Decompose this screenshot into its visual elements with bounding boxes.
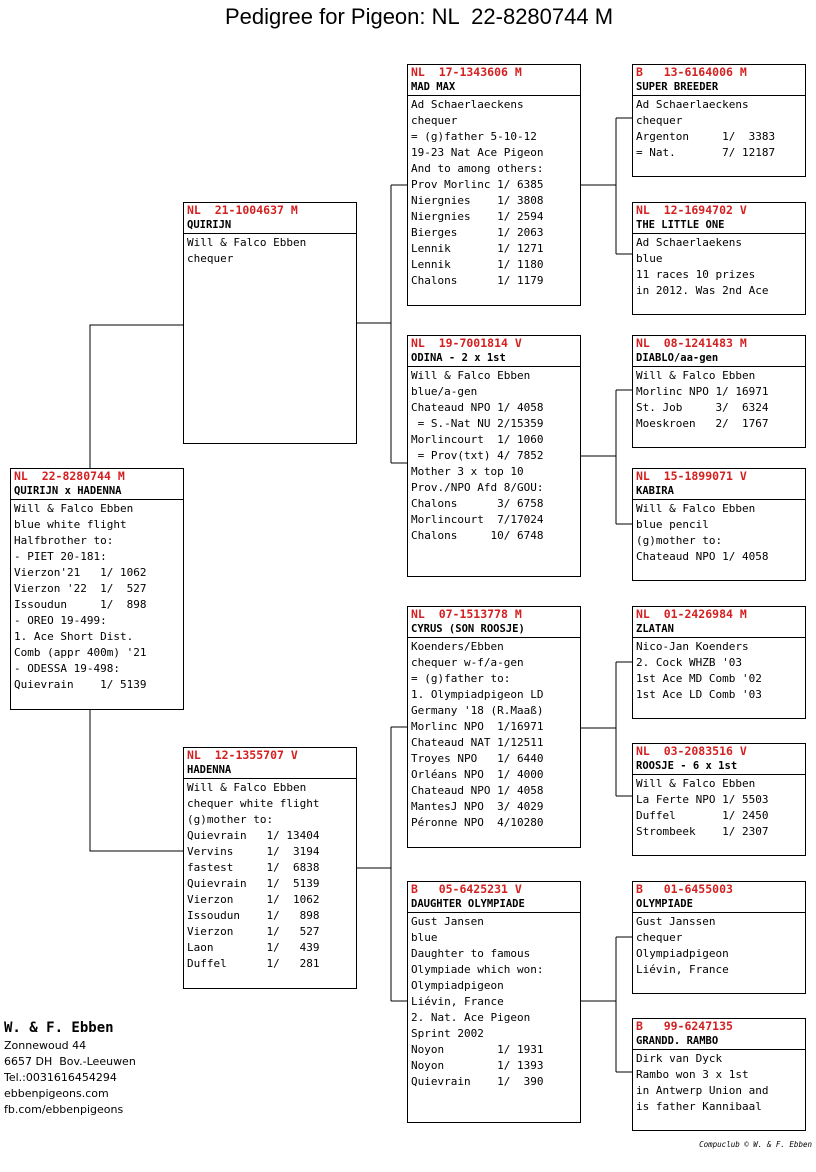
detail-line: Lennik 1/ 1180 bbox=[411, 258, 544, 271]
detail-line: chequer bbox=[636, 931, 683, 944]
pigeon-details bbox=[408, 96, 580, 289]
detail-line: Gust Jansen bbox=[411, 915, 484, 928]
connector-subject-dam bbox=[90, 709, 184, 851]
pigeon-name: MAD MAX bbox=[408, 80, 580, 96]
detail-line: Morlincourt 1/ 1060 bbox=[411, 433, 544, 446]
detail-line: chequer bbox=[187, 252, 234, 265]
detail-line: blue white flight bbox=[14, 518, 127, 531]
ring-number: B 05-6425231 V bbox=[411, 882, 522, 896]
detail-line: Will & Falco Ebben bbox=[636, 777, 756, 790]
detail-line: Quievrain 1/ 5139 bbox=[14, 678, 147, 691]
detail-line: blue pencil bbox=[636, 518, 709, 531]
pigeon-details bbox=[633, 367, 805, 432]
pigeon-details bbox=[633, 500, 805, 565]
detail-line: Will & Falco Ebben bbox=[411, 369, 531, 382]
pigeon-details bbox=[184, 234, 356, 267]
detail-line: Orléans NPO 1/ 4000 bbox=[411, 768, 544, 781]
pigeon-card-dam-dam[interactable] bbox=[407, 881, 581, 1123]
ring-number: NL 15-1899071 V bbox=[636, 469, 747, 483]
pigeon-name: QUIRIJN x HADENNA bbox=[11, 484, 183, 500]
detail-line: Strombeek 1/ 2307 bbox=[636, 825, 769, 838]
pigeon-card-sdd[interactable] bbox=[632, 468, 806, 581]
detail-line: Chateaud NPO 1/ 4058 bbox=[411, 401, 544, 414]
detail-line: 19-23 Nat Ace Pigeon bbox=[411, 146, 544, 159]
pigeon-card-sire-dam[interactable] bbox=[407, 335, 581, 577]
detail-line: MantesJ NPO 3/ 4029 bbox=[411, 800, 544, 813]
detail-line: blue bbox=[411, 931, 438, 944]
pigeon-details bbox=[408, 913, 580, 1090]
ring-number: NL 08-1241483 M bbox=[636, 336, 747, 350]
detail-line: = S.-Nat NU 2/15359 bbox=[411, 417, 544, 430]
detail-line: Gust Janssen bbox=[636, 915, 716, 928]
detail-line: Olympiadpigeon bbox=[636, 947, 729, 960]
detail-line: And to among others: bbox=[411, 162, 544, 175]
detail-line: Quievrain 1/ 390 bbox=[411, 1075, 544, 1088]
ring-number: B 99-6247135 bbox=[636, 1019, 733, 1033]
pigeon-name: DIABLO/aa-gen bbox=[633, 351, 805, 367]
detail-line: Ad Schaerlaeckens bbox=[636, 98, 749, 111]
pigeon-card-sire[interactable] bbox=[183, 202, 357, 444]
detail-line: Germany '18 (R.Maaß) bbox=[411, 704, 544, 717]
detail-line: chequer white flight bbox=[187, 797, 320, 810]
detail-line: 2. Nat. Ace Pigeon bbox=[411, 1011, 531, 1024]
pigeon-card-dam[interactable] bbox=[183, 747, 357, 989]
pigeon-details bbox=[633, 913, 805, 978]
detail-line: Liévin, France bbox=[636, 963, 729, 976]
detail-line: Vierzon '22 1/ 527 bbox=[14, 582, 147, 595]
pigeon-card-ssd[interactable] bbox=[632, 202, 806, 315]
ring-number: NL 07-1513778 M bbox=[411, 607, 522, 621]
ring-number: NL 01-2426984 M bbox=[636, 607, 747, 621]
detail-line: Will & Falco Ebben bbox=[14, 502, 134, 515]
pigeon-card-dds[interactable] bbox=[632, 881, 806, 994]
detail-line: Morlincourt 7/17024 bbox=[411, 513, 544, 526]
detail-line: Chalons 3/ 6758 bbox=[411, 497, 544, 510]
detail-line: Chateaud NPO 1/ 4058 bbox=[411, 784, 544, 797]
detail-line: Chateaud NAT 1/12511 bbox=[411, 736, 544, 749]
detail-line: (g)mother to: bbox=[636, 534, 723, 547]
pigeon-card-dam-sire[interactable] bbox=[407, 606, 581, 848]
detail-line: Will & Falco Ebben bbox=[187, 236, 307, 249]
breeder-address: Zonnewoud 44 bbox=[4, 1039, 87, 1052]
detail-line: is father Kannibaal bbox=[636, 1100, 762, 1113]
detail-line: Moeskroen 2/ 1767 bbox=[636, 417, 769, 430]
detail-line: Rambo won 3 x 1st bbox=[636, 1068, 749, 1081]
detail-line: Chalons 1/ 1179 bbox=[411, 274, 544, 287]
detail-line: Liévin, France bbox=[411, 995, 504, 1008]
detail-line: Chalons 10/ 6748 bbox=[411, 529, 544, 542]
page-title: Pedigree for Pigeon: NL 22-8280744 M bbox=[224, 4, 614, 29]
detail-line: Halfbrother to: bbox=[14, 534, 114, 547]
ring-number: NL 03-2083516 V bbox=[636, 744, 747, 758]
detail-line: Vervins 1/ 3194 bbox=[187, 845, 320, 858]
ring-number: B 01-6455003 bbox=[636, 882, 733, 896]
pigeon-details bbox=[633, 1050, 805, 1115]
pigeon-name: THE LITTLE ONE bbox=[633, 218, 805, 234]
detail-line: - OREO 19-499: bbox=[14, 614, 107, 627]
pigeon-details bbox=[408, 638, 580, 831]
pigeon-name: KABIRA bbox=[633, 484, 805, 500]
detail-line: Péronne NPO 4/10280 bbox=[411, 816, 544, 829]
detail-line: - ODESSA 19-498: bbox=[14, 662, 120, 675]
detail-line: Morlinc NPO 1/16971 bbox=[411, 720, 544, 733]
ring-number: NL 22-8280744 M bbox=[14, 469, 125, 483]
ring-number: NL 17-1343606 M bbox=[411, 65, 522, 79]
breeder-name: W. & F. Ebben bbox=[4, 1020, 114, 1036]
pigeon-name: HADENNA bbox=[184, 763, 356, 779]
detail-line: Daughter to famous bbox=[411, 947, 531, 960]
breeder-phone: Tel.:0031616454294 bbox=[4, 1071, 117, 1084]
pigeon-card-sire-sire[interactable] bbox=[407, 64, 581, 306]
detail-line: Quievrain 1/ 5139 bbox=[187, 877, 320, 890]
detail-line: Koenders/Ebben bbox=[411, 640, 504, 653]
detail-line: 1. Olympiadpigeon LD bbox=[411, 688, 544, 701]
detail-line: Vierzon'21 1/ 1062 bbox=[14, 566, 147, 579]
detail-line: La Ferte NPO 1/ 5503 bbox=[636, 793, 769, 806]
detail-line: Will & Falco Ebben bbox=[187, 781, 307, 794]
detail-line: = (g)father to: bbox=[411, 672, 511, 685]
pigeon-details bbox=[11, 500, 183, 693]
detail-line: = (g)father 5-10-12 bbox=[411, 130, 537, 143]
detail-line: 1st Ace LD Comb '03 bbox=[636, 688, 762, 701]
detail-line: Nico-Jan Koenders bbox=[636, 640, 749, 653]
pigeon-name: OLYMPIADE bbox=[633, 897, 805, 913]
detail-line: Issoudun 1/ 898 bbox=[14, 598, 147, 611]
detail-line: - PIET 20-181: bbox=[14, 550, 107, 563]
detail-line: Mother 3 x top 10 bbox=[411, 465, 524, 478]
detail-line: Laon 1/ 439 bbox=[187, 941, 320, 954]
detail-line: Troyes NPO 1/ 6440 bbox=[411, 752, 544, 765]
detail-line: Duffel 1/ 281 bbox=[187, 957, 320, 970]
detail-line: chequer bbox=[636, 114, 683, 127]
detail-line: Vierzon 1/ 527 bbox=[187, 925, 320, 938]
detail-line: Olympiade which won: bbox=[411, 963, 544, 976]
pigeon-card-sds[interactable] bbox=[632, 335, 806, 448]
pigeon-card-dss[interactable] bbox=[632, 606, 806, 719]
detail-line: Issoudun 1/ 898 bbox=[187, 909, 320, 922]
detail-line: (g)mother to: bbox=[187, 813, 274, 826]
detail-line: Quievrain 1/ 13404 bbox=[187, 829, 320, 842]
ring-number: NL 19-7001814 V bbox=[411, 336, 522, 350]
pigeon-name: ODINA - 2 x 1st bbox=[408, 351, 580, 367]
pigeon-name: QUIRIJN bbox=[184, 218, 356, 234]
detail-line: in 2012. Was 2nd Ace bbox=[636, 284, 769, 297]
pigeon-details bbox=[633, 234, 805, 299]
detail-line: 1. Ace Short Dist. bbox=[14, 630, 134, 643]
pigeon-name: GRANDD. RAMBO bbox=[633, 1034, 805, 1050]
connector-subject-sire bbox=[90, 325, 184, 468]
ring-number: NL 12-1694702 V bbox=[636, 203, 747, 217]
detail-line: Duffel 1/ 2450 bbox=[636, 809, 769, 822]
detail-line: 2. Cock WHZB '03 bbox=[636, 656, 742, 669]
detail-line: 1st Ace MD Comb '02 bbox=[636, 672, 762, 685]
detail-line: Prov./NPO Afd 8/GOU: bbox=[411, 481, 544, 494]
detail-line: Chateaud NPO 1/ 4058 bbox=[636, 550, 769, 563]
pigeon-name: DAUGHTER OLYMPIADE bbox=[408, 897, 580, 913]
detail-line: Noyon 1/ 1931 bbox=[411, 1043, 544, 1056]
pigeon-name: ZLATAN bbox=[633, 622, 805, 638]
pigeon-name: ROOSJE - 6 x 1st bbox=[633, 759, 805, 775]
detail-line: in Antwerp Union and bbox=[636, 1084, 769, 1097]
pigeon-card-sss[interactable] bbox=[632, 64, 806, 177]
detail-line: Prov Morlinc 1/ 6385 bbox=[411, 178, 544, 191]
pigeon-details bbox=[633, 96, 805, 161]
breeder-postcode: 6657 DH Bov.-Leeuwen bbox=[4, 1055, 136, 1068]
detail-line: Vierzon 1/ 1062 bbox=[187, 893, 320, 906]
detail-line: chequer w-f/a-gen bbox=[411, 656, 524, 669]
pigeon-card-subject[interactable] bbox=[10, 468, 184, 710]
detail-line: Olympiadpigeon bbox=[411, 979, 504, 992]
detail-line: = Prov(txt) 4/ 7852 bbox=[411, 449, 544, 462]
copyright-notice: Compuclub © W. & F. Ebben bbox=[699, 1140, 812, 1149]
detail-line: Morlinc NPO 1/ 16971 bbox=[636, 385, 769, 398]
detail-line: Bierges 1/ 2063 bbox=[411, 226, 544, 239]
detail-line: Noyon 1/ 1393 bbox=[411, 1059, 544, 1072]
pigeon-name: CYRUS (SON ROOSJE) bbox=[408, 622, 580, 638]
detail-line: chequer bbox=[411, 114, 458, 127]
pigeon-details bbox=[184, 779, 356, 972]
pigeon-name: SUPER BREEDER bbox=[633, 80, 805, 96]
detail-line: Argenton 1/ 3383 bbox=[636, 130, 776, 143]
detail-line: Dirk van Dyck bbox=[636, 1052, 723, 1065]
ring-number: B 13-6164006 M bbox=[636, 65, 747, 79]
detail-line: blue bbox=[636, 252, 663, 265]
detail-line: Comb (appr 400m) '21 bbox=[14, 646, 147, 659]
detail-line: Ad Schaerlaeckens bbox=[411, 98, 524, 111]
detail-line: 11 races 10 prizes bbox=[636, 268, 756, 281]
pigeon-details bbox=[633, 775, 805, 840]
detail-line: fastest 1/ 6838 bbox=[187, 861, 320, 874]
breeder-website[interactable]: ebbenpigeons.com bbox=[4, 1087, 109, 1100]
detail-line: Niergnies 1/ 3808 bbox=[411, 194, 544, 207]
pigeon-card-dsd[interactable] bbox=[632, 743, 806, 856]
ring-number: NL 21-1004637 M bbox=[187, 203, 298, 217]
pigeon-details bbox=[408, 367, 580, 544]
detail-line: Sprint 2002 bbox=[411, 1027, 484, 1040]
breeder-info bbox=[4, 1018, 174, 1118]
detail-line: = Nat. 7/ 12187 bbox=[636, 146, 776, 159]
detail-line: Will & Falco Ebben bbox=[636, 369, 756, 382]
ring-number: NL 12-1355707 V bbox=[187, 748, 298, 762]
breeder-facebook[interactable]: fb.com/ebbenpigeons bbox=[4, 1103, 124, 1116]
pigeon-details bbox=[633, 638, 805, 703]
detail-line: St. Job 3/ 6324 bbox=[636, 401, 769, 414]
detail-line: Will & Falco Ebben bbox=[636, 502, 756, 515]
detail-line: Niergnies 1/ 2594 bbox=[411, 210, 544, 223]
pigeon-card-ddd[interactable] bbox=[632, 1018, 806, 1131]
detail-line: blue/a-gen bbox=[411, 385, 478, 398]
detail-line: Ad Schaerlaekens bbox=[636, 236, 742, 249]
detail-line: Lennik 1/ 1271 bbox=[411, 242, 544, 255]
